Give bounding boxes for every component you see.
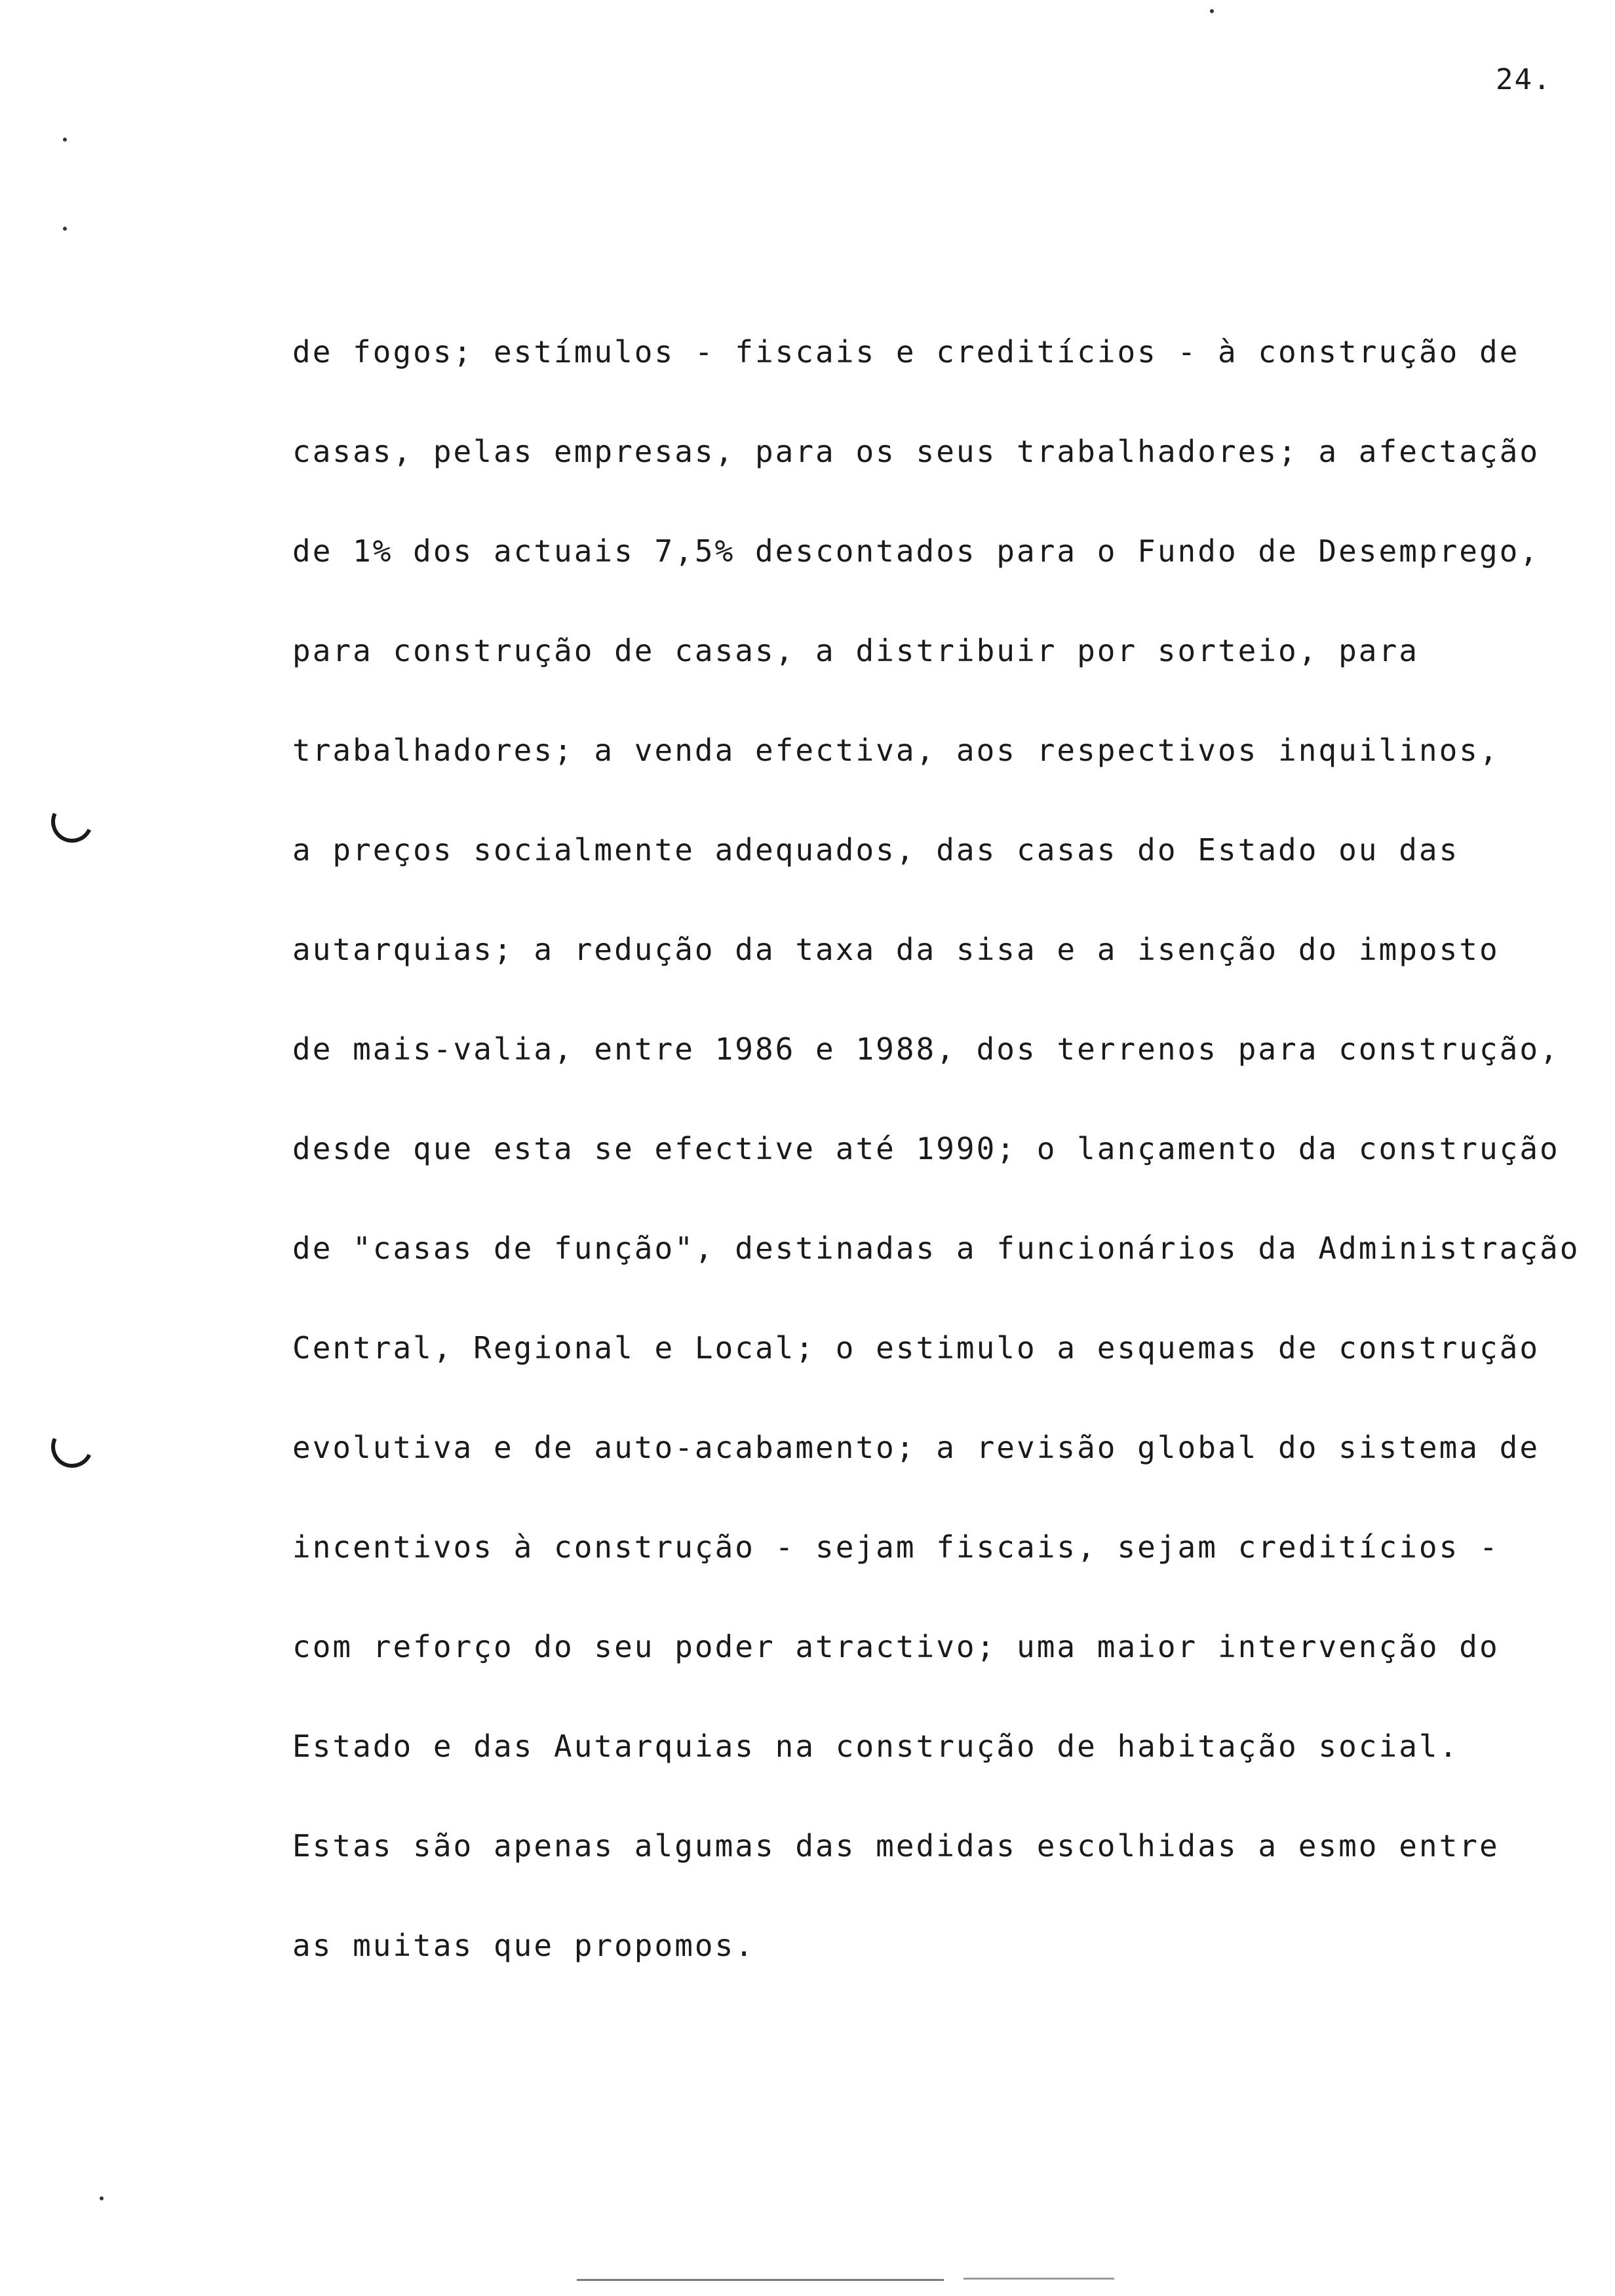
scan-speck [63,227,67,231]
text-line: casas, pelas empresas, para os seus trabalhadores; a afectação [292,434,1540,469]
text-line: de 1% dos actuais 7,5% descontados para o Fundo de Desemprego, [292,533,1540,569]
scan-artifact-line [577,2279,944,2281]
text-line: Estado e das Autarquias na construção de habitação social. [292,1729,1460,1764]
page-number: 24. [1496,63,1552,96]
text-line: autarquias; a redução da taxa da sisa e a isenção do imposto [292,932,1500,967]
margin-mark [45,795,99,849]
text-line: Central, Regional e Local; o estimulo a esquemas de construção [292,1330,1540,1366]
scan-speck [63,138,67,142]
text-line: de "casas de função", destinadas a funcionários da Administração [292,1231,1580,1266]
text-line: as muitas que propomos. [292,1928,755,1963]
margin-mark [45,1420,99,1474]
text-line: trabalhadores; a venda efectiva, aos respectivos inquilinos, [292,733,1500,768]
text-line: para construção de casas, a distribuir por sorteio, para [292,633,1419,668]
text-line: a preços socialmente adequados, das casas do Estado ou das [292,832,1460,868]
text-line: desde que esta se efective até 1990; o lançamento da construção [292,1131,1560,1166]
scan-speck [100,2196,104,2200]
text-line: Estas são apenas algumas das medidas escolhidas a esmo entre [292,1828,1500,1864]
text-line: de fogos; estímulos - fiscais e creditícios - à construção de [292,334,1520,370]
text-line: de mais-valia, entre 1986 e 1988, dos terrenos para construção, [292,1031,1560,1067]
scan-artifact-line [963,2278,1114,2280]
text-line: evolutiva e de auto-acabamento; a revisão global do sistema de [292,1430,1540,1465]
text-line: com reforço do seu poder atractivo; uma maior intervenção do [292,1629,1500,1664]
text-line: incentivos à construção - sejam fiscais, sejam creditícios - [292,1529,1500,1565]
scan-speck [1210,9,1214,13]
